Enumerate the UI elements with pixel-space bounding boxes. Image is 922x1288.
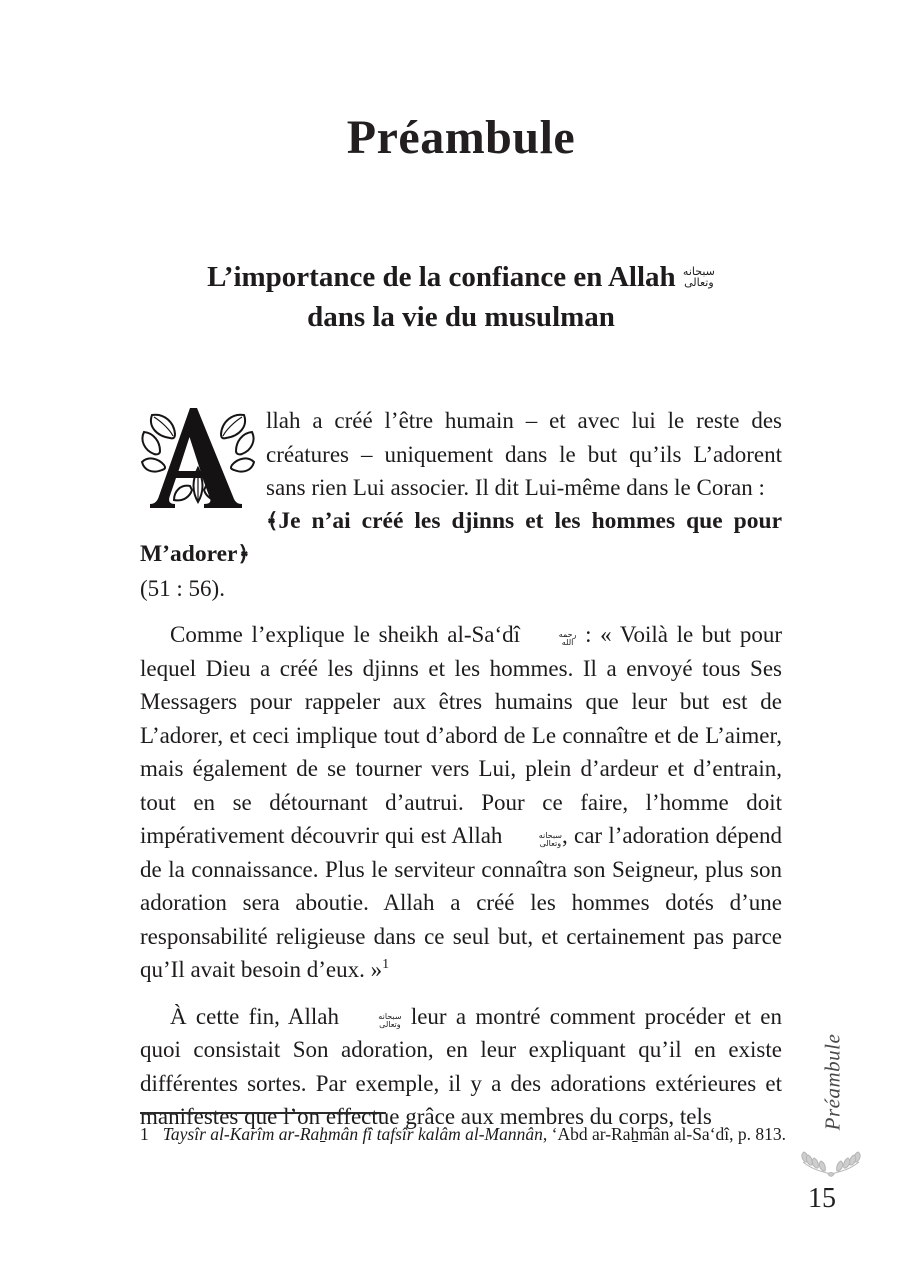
ornamental-dropcap [140,408,256,508]
page-number: 15 [808,1183,836,1214]
paragraph-2 [140,618,782,987]
paragraph-1-text: llah a créé l’être humain – et avec lui le reste des créatures – uniquement dans le but qu’ils L’adorent sans rien Lui associer. Il dit Lui-même dans le Coran : [266,408,782,500]
allah-honorific-calligraphy [348,1013,401,1029]
paragraph-2-seg2: : « Voilà le but pour lequel Dieu a créé les djinns et les hommes. Il a envoyé tous Ses Messagers pour rappeler aux êtres humains que leur but est de L’adorer, et ceci implique tout d’abord de Le connaître et de L’aimer, mais également de se tourner vers Lui, plein d’ardeur et d’entrain, tout en se détournant d’autrui. Pour ce faire, l’homme doit impérativement découvrir qui est Allah [140,622,782,848]
honorific-line: وتعالى [379,1019,401,1029]
honorific-line: سبحانه [378,1011,402,1021]
section-heading-line2: dans la vie du musulman [307,301,615,333]
footnote-marker: 1 [382,957,390,972]
rahimahullah-calligraphy [529,631,577,647]
footnote-separator [140,1112,386,1114]
footnote-rest: , ‘Abd ar-Raẖmân al-Sa‘dî, p. 813. [542,1124,787,1144]
honorific-line: وتعالى [539,839,562,848]
running-sidebar-label: Préambule [820,1033,845,1131]
dropcap-ornament-icon [140,408,256,508]
honorific-line: سبحانه [682,265,715,278]
honorific-line: سبحانه [538,831,562,840]
body-text-column [140,404,782,1134]
quran-quote-text: Je n’ai créé les djinns et les hommes que pour M’adorer [140,507,782,567]
footnote-number: 1 [140,1124,149,1144]
footnote-block [140,1112,790,1146]
honorific-line: وتعالى [684,276,714,289]
allah-honorific-calligraphy [683,266,715,288]
paragraph-3-seg1: À cette fin, Allah [170,1003,349,1029]
paragraph-3-seg2: leur a montré comment procéder et en quoi consistait Son adoration, en leur expliquant qu’il en existe différentes sortes. Par exemple, il y a des adorations extérieures et manifestes que l’on effectue grâce aux membres du corps, tels [140,1003,782,1129]
quran-quote [140,505,782,572]
honorific-line: الله [561,638,574,647]
ornate-close-paren: ﴿ [237,542,250,566]
paragraph-1 [140,404,782,605]
honorific-line: رحمه [558,630,577,639]
allah-honorific-calligraphy [509,832,562,848]
section-heading-line1: L’importance de la confiance en Allah [207,261,676,293]
ornate-open-paren: ﴾ [266,508,279,533]
section-heading [140,257,782,337]
footnote-book-title: Taysîr al-Karîm ar-Raẖmân fî tafsîr kalâm al-Mannân [162,1124,543,1144]
verse-reference: (51 : 56). [140,575,225,601]
paragraph-2-seg3: , car l’adoration dépend de la connaissance. Plus le serviteur connaîtra son Seigneur, plus son adoration sera aboutie. Allah a créé les hommes dotés d’une responsabilité religieuse dans ce seul but, et certainement pas parce qu’Il avait besoin d’eux. » [140,823,782,982]
chapter-title: Préambule [346,111,576,164]
paragraph-2-seg1: Comme l’explique le sheikh al-Sa‘dî [170,622,529,647]
